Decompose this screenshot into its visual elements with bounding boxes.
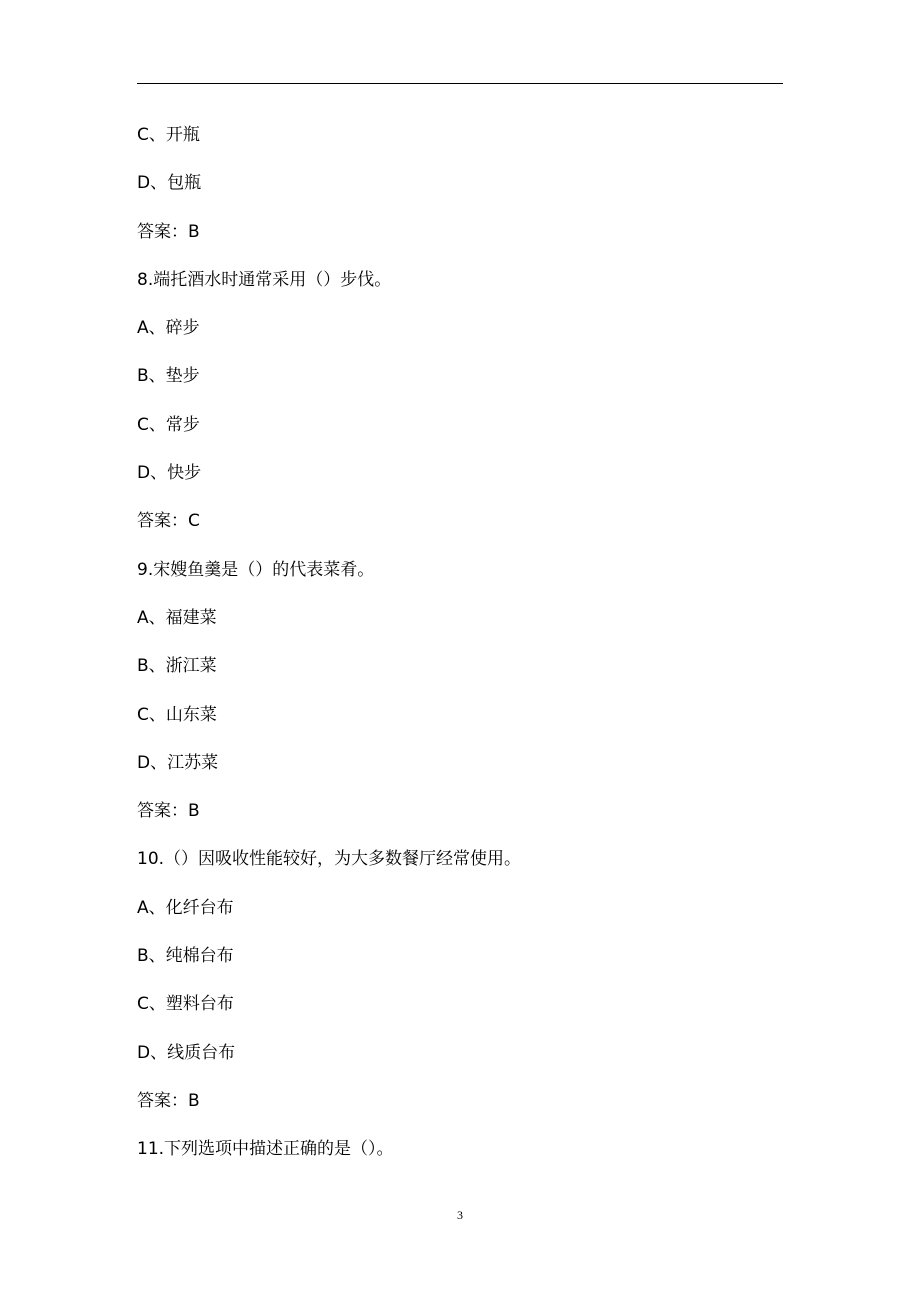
question-10-option-d: D、线质台布 <box>137 1042 236 1063</box>
answer-line: 答案：B <box>137 221 200 242</box>
page-number: 3 <box>457 1208 463 1222</box>
question-10-answer: 答案：B <box>137 1090 200 1111</box>
question-10-option-b: B、纯棉台布 <box>137 946 234 967</box>
option-c-line: C、开瓶 <box>137 125 200 145</box>
question-9-option-d: D、江苏菜 <box>137 752 219 773</box>
question-9-option-c: C、山东菜 <box>137 704 217 725</box>
question-10-option-c: C、塑料台布 <box>137 994 234 1015</box>
question-8-answer: 答案：C <box>137 511 200 532</box>
question-9-option-b: B、浙江菜 <box>137 656 217 677</box>
question-11: 11.下列选项中描述正确的是（）。 <box>137 1139 394 1160</box>
question-9-option-a: A、福建菜 <box>137 607 217 628</box>
question-10: 10.（）因吸收性能较好，为大多数餐厅经常使用。 <box>137 849 522 870</box>
question-10-option-a: A、化纤台布 <box>137 897 234 918</box>
document-body <box>137 119 783 1182</box>
question-8: 8.端托酒水时通常采用（）步伐。 <box>137 269 392 290</box>
question-8-option-a: A、碎步 <box>137 318 200 339</box>
question-8-option-c: C、常步 <box>137 414 200 435</box>
question-8-option-b: B、垫步 <box>137 366 200 387</box>
question-9: 9.宋嫂鱼羹是（）的代表菜肴。 <box>137 559 375 580</box>
option-d-line: D、包瓶 <box>137 173 202 194</box>
header-rule <box>137 83 783 84</box>
question-8-option-d: D、快步 <box>137 463 202 484</box>
question-9-answer: 答案：B <box>137 801 200 822</box>
